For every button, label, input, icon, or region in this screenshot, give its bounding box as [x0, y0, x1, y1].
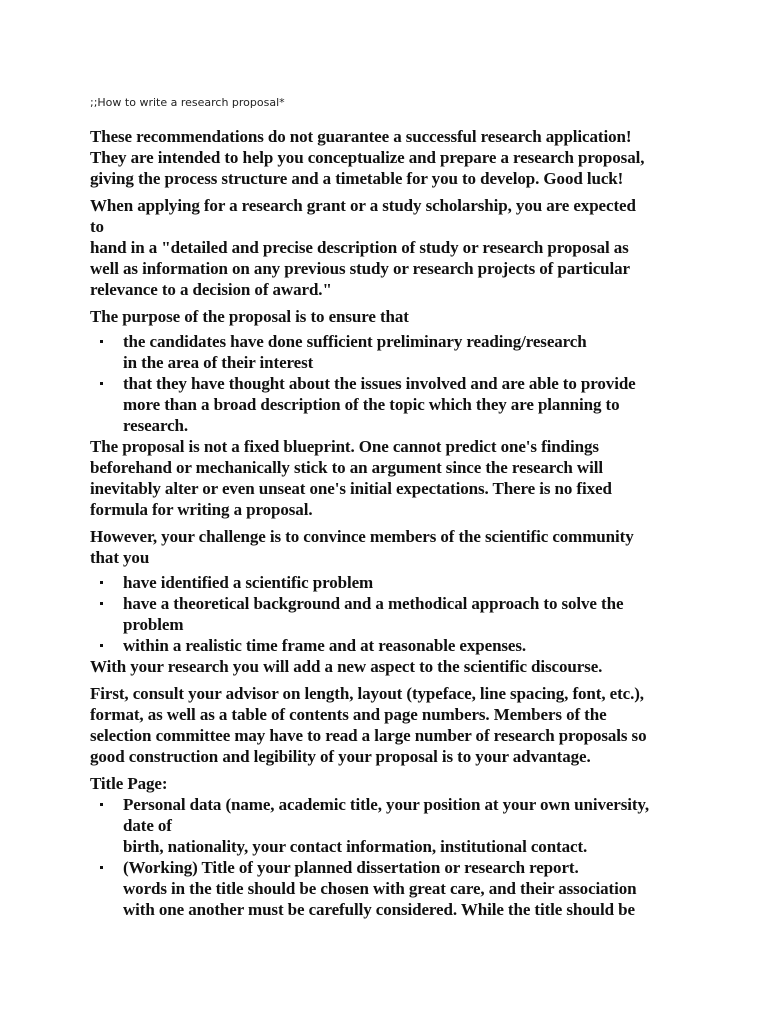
paragraph-challenge: [90, 526, 690, 568]
text-line: date of: [123, 816, 172, 835]
paragraph-purpose: [90, 306, 690, 327]
text-line: with one another must be carefully considered. While the title should be: [123, 900, 635, 919]
list-item: [90, 794, 690, 857]
text-line: have a theoretical background and a methodical approach to solve the: [123, 594, 624, 613]
list-item: [90, 635, 690, 656]
text-line: words in the title should be chosen with great care, and their association: [123, 879, 637, 898]
text-line: that they have thought about the issues involved and are able to provide: [123, 374, 636, 393]
list-item: [90, 373, 690, 436]
list-item: [90, 857, 690, 920]
text-line: hand in a "detailed and precise description of study or research proposal as: [90, 238, 629, 257]
title-page-list: [90, 794, 690, 920]
paragraph-discourse: [90, 656, 690, 677]
text-line: These recommendations do not guarantee a successful research application!: [90, 127, 632, 146]
purpose-list: [90, 331, 690, 436]
list-item: [90, 572, 690, 593]
list-item: [90, 593, 690, 635]
text-line: (Working) Title of your planned dissertation or research report.: [123, 858, 579, 877]
text-line: First, consult your advisor on length, layout (typeface, line spacing, font, etc.),: [90, 684, 644, 703]
text-line: Title Page:: [90, 774, 168, 793]
section-title-page: [90, 773, 690, 794]
text-line: problem: [123, 615, 184, 634]
text-line: well as information on any previous study or research projects of particular: [90, 259, 631, 278]
bullet-icon: [100, 866, 103, 869]
text-line: to: [90, 217, 104, 236]
text-line: Personal data (name, academic title, your position at your own university,: [123, 795, 650, 814]
text-line: good construction and legibility of your proposal is to your advantage.: [90, 747, 591, 766]
text-line: in the area of their interest: [123, 353, 314, 372]
paragraph-intro: [90, 126, 690, 189]
text-line: relevance to a decision of award.": [90, 280, 332, 299]
bullet-icon: [100, 803, 103, 806]
text-line: They are intended to help you conceptualize and prepare a research proposal,: [90, 148, 645, 167]
text-line: birth, nationality, your contact information, institutional contact.: [123, 837, 588, 856]
document-header: ;;How to write a research proposal*: [90, 96, 285, 109]
text-line: The proposal is not a fixed blueprint. One cannot predict one's findings: [90, 437, 599, 456]
text-line: format, as well as a table of contents and page numbers. Members of the: [90, 705, 607, 724]
text-line: The purpose of the proposal is to ensure that: [90, 307, 409, 326]
text-line: that you: [90, 548, 150, 567]
text-line: research.: [123, 416, 189, 435]
paragraph-blueprint: [90, 436, 690, 520]
bullet-icon: [100, 382, 103, 385]
bullet-icon: [100, 602, 103, 605]
bullet-icon: [100, 581, 103, 584]
text-line: inevitably alter or even unseat one's initial expectations. There is no fixed: [90, 479, 612, 498]
text-line: With your research you will add a new aspect to the scientific discourse.: [90, 657, 603, 676]
text-line: beforehand or mechanically stick to an argument since the research will: [90, 458, 603, 477]
document-body: [90, 126, 690, 920]
text-line: However, your challenge is to convince members of the scientific community: [90, 527, 634, 546]
text-line: have identified a scientific problem: [123, 573, 374, 592]
text-line: the candidates have done sufficient preliminary reading/research: [123, 332, 587, 351]
text-line: When applying for a research grant or a study scholarship, you are expected: [90, 196, 636, 215]
challenge-list: [90, 572, 690, 656]
text-line: more than a broad description of the topic which they are planning to: [123, 395, 620, 414]
text-line: formula for writing a proposal.: [90, 500, 313, 519]
list-item: [90, 331, 690, 373]
bullet-icon: [100, 644, 103, 647]
paragraph-advisor: [90, 683, 690, 767]
paragraph-application: [90, 195, 690, 300]
text-line: giving the process structure and a timetable for you to develop. Good luck!: [90, 169, 624, 188]
bullet-icon: [100, 340, 103, 343]
text-line: selection committee may have to read a large number of research proposals so: [90, 726, 647, 745]
text-line: within a realistic time frame and at reasonable expenses.: [123, 636, 527, 655]
